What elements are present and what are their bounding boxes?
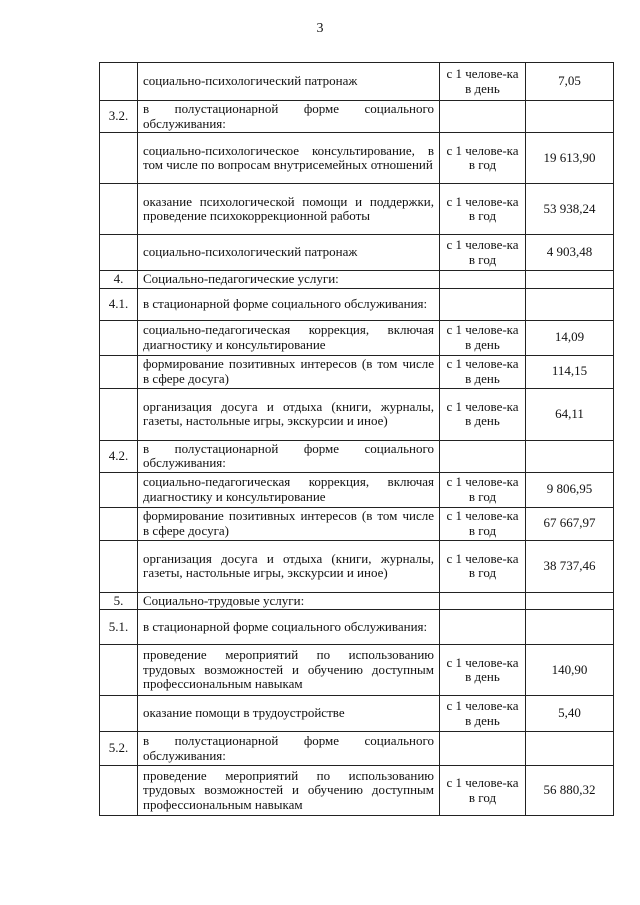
service-description-cell: организация досуга и отдыха (книги, журналы, газеты, настольные игры, экскурсии и иное)	[138, 388, 440, 440]
price-cell	[526, 271, 614, 289]
price-cell	[526, 732, 614, 766]
price-cell	[526, 440, 614, 472]
service-description-cell: социально-психологический патронаж	[138, 63, 440, 101]
unit-cell	[440, 440, 526, 472]
table-row	[100, 732, 614, 766]
service-description-cell: проведение мероприятий по использованию трудовых возможностей и обучению доступным профессиональным навыкам	[138, 645, 440, 696]
service-description-cell: в полустационарной форме социального обслуживания:	[138, 732, 440, 766]
unit-cell: с 1 челове-ка в день	[440, 63, 526, 101]
table-row	[100, 184, 614, 235]
unit-cell: с 1 челове-ка в день	[440, 320, 526, 355]
unit-cell	[440, 271, 526, 289]
service-description-cell: Социально-педагогические услуги:	[138, 271, 440, 289]
unit-cell: с 1 челове-ка в день	[440, 355, 526, 388]
unit-cell: с 1 челове-ка в год	[440, 235, 526, 271]
row-number-cell	[100, 540, 138, 592]
service-description-cell: Социально-трудовые услуги:	[138, 592, 440, 610]
service-description-cell: организация досуга и отдыха (книги, журналы, газеты, настольные игры, экскурсии и иное)	[138, 540, 440, 592]
unit-cell: с 1 челове-ка в год	[440, 184, 526, 235]
table-row	[100, 355, 614, 388]
price-cell	[526, 288, 614, 320]
service-description-cell: оказание помощи в трудоустройстве	[138, 696, 440, 732]
row-number-cell	[100, 696, 138, 732]
unit-cell: с 1 челове-ка в год	[440, 507, 526, 540]
unit-cell: с 1 челове-ка в день	[440, 645, 526, 696]
service-description-cell: в стационарной форме социального обслуживания:	[138, 610, 440, 645]
price-cell: 7,05	[526, 63, 614, 101]
table-row	[100, 540, 614, 592]
row-number-cell	[100, 320, 138, 355]
row-number-cell	[100, 235, 138, 271]
service-description-cell: проведение мероприятий по использованию трудовых возможностей и обучению доступным профессиональным навыкам	[138, 766, 440, 816]
table-row	[100, 271, 614, 289]
unit-cell	[440, 732, 526, 766]
table-row	[100, 288, 614, 320]
table-row	[100, 320, 614, 355]
table-row	[100, 766, 614, 816]
service-description-cell: социально-педагогическая коррекция, включая диагностику и консультирование	[138, 472, 440, 507]
unit-cell	[440, 288, 526, 320]
price-cell	[526, 592, 614, 610]
price-cell: 14,09	[526, 320, 614, 355]
service-description-cell: формирование позитивных интересов (в том числе в сфере досуга)	[138, 507, 440, 540]
price-cell: 9 806,95	[526, 472, 614, 507]
price-cell: 5,40	[526, 696, 614, 732]
row-number-cell	[100, 355, 138, 388]
row-number-cell: 4.2.	[100, 440, 138, 472]
service-description-cell: социально-педагогическая коррекция, включая диагностику и консультирование	[138, 320, 440, 355]
price-cell: 114,15	[526, 355, 614, 388]
table-row	[100, 440, 614, 472]
service-description-cell: формирование позитивных интересов (в том числе в сфере досуга)	[138, 355, 440, 388]
row-number-cell	[100, 388, 138, 440]
service-description-cell: социально-психологическое консультирование, в том числе по вопросам внутрисемейных отношений	[138, 133, 440, 184]
table-row	[100, 235, 614, 271]
table-row	[100, 388, 614, 440]
table-row	[100, 133, 614, 184]
unit-cell: с 1 челове-ка в год	[440, 472, 526, 507]
price-cell: 140,90	[526, 645, 614, 696]
price-cell: 53 938,24	[526, 184, 614, 235]
table-row	[100, 472, 614, 507]
price-cell: 19 613,90	[526, 133, 614, 184]
unit-cell: с 1 челове-ка в год	[440, 133, 526, 184]
row-number-cell	[100, 184, 138, 235]
table-row	[100, 63, 614, 101]
service-description-cell: оказание психологической помощи и поддержки, проведение психокоррекционной работы	[138, 184, 440, 235]
services-table	[99, 62, 614, 816]
price-cell: 67 667,97	[526, 507, 614, 540]
price-cell: 38 737,46	[526, 540, 614, 592]
service-description-cell: в полустационарной форме социального обслуживания:	[138, 440, 440, 472]
unit-cell	[440, 101, 526, 133]
table-row	[100, 592, 614, 610]
service-description-cell: в стационарной форме социального обслуживания:	[138, 288, 440, 320]
row-number-cell	[100, 133, 138, 184]
unit-cell: с 1 челове-ка в день	[440, 696, 526, 732]
unit-cell	[440, 592, 526, 610]
row-number-cell: 4.1.	[100, 288, 138, 320]
row-number-cell	[100, 472, 138, 507]
row-number-cell: 5.1.	[100, 610, 138, 645]
page-number: 3	[316, 21, 324, 36]
table-row	[100, 507, 614, 540]
row-number-cell	[100, 507, 138, 540]
row-number-cell	[100, 766, 138, 816]
table-row	[100, 696, 614, 732]
price-cell	[526, 101, 614, 133]
table-row	[100, 645, 614, 696]
service-description-cell: социально-психологический патронаж	[138, 235, 440, 271]
row-number-cell: 4.	[100, 271, 138, 289]
price-cell	[526, 610, 614, 645]
row-number-cell	[100, 63, 138, 101]
unit-cell: с 1 челове-ка в год	[440, 766, 526, 816]
price-cell: 64,11	[526, 388, 614, 440]
row-number-cell: 5.	[100, 592, 138, 610]
table-row	[100, 610, 614, 645]
row-number-cell: 5.2.	[100, 732, 138, 766]
row-number-cell	[100, 645, 138, 696]
unit-cell: с 1 челове-ка в год	[440, 540, 526, 592]
unit-cell: с 1 челове-ка в день	[440, 388, 526, 440]
price-cell: 56 880,32	[526, 766, 614, 816]
service-description-cell: в полустационарной форме социального обслуживания:	[138, 101, 440, 133]
row-number-cell: 3.2.	[100, 101, 138, 133]
price-cell: 4 903,48	[526, 235, 614, 271]
unit-cell	[440, 610, 526, 645]
table-row	[100, 101, 614, 133]
